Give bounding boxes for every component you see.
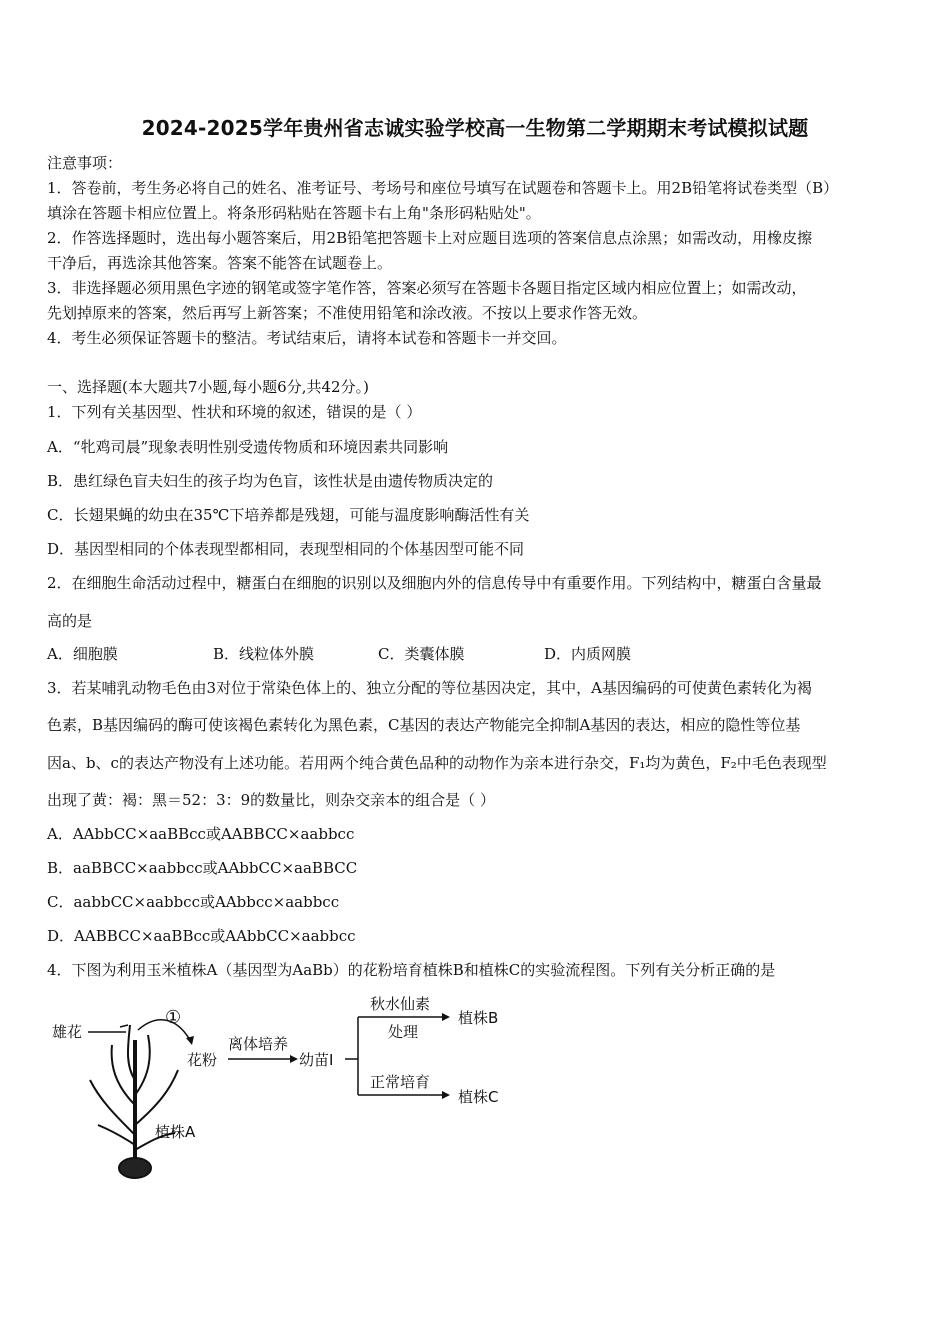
fig-step-marker: ①: [165, 1007, 182, 1028]
notice-line: 填涂在答题卡相应位置上。将条形码粘贴在答题卡右上角"条形码粘贴处"。: [47, 204, 541, 222]
q3-stem-cont: 色素，B基因编码的酶可使该褐色素转化为黑色素，C基因的表达产物能完全抑制A基因的表达，相应的隐性等位基: [47, 716, 801, 734]
q2-option-c: C．类囊体膜: [378, 645, 465, 663]
q1-option-b: B．患红绿色盲夫妇生的孩子均为色盲，该性状是由遗传物质决定的: [47, 472, 494, 490]
notice-line: 2．作答选择题时，选出每小题答案后，用2B铅笔把答题卡上对应题目选项的答案信息点涂黑；如需改动，用橡皮擦: [47, 229, 813, 247]
notice-line: 1．答卷前，考生务必将自己的姓名、准考证号、考场号和座位号填写在试题卷和答题卡上。用2B铅笔将试卷类型（B）: [47, 179, 839, 197]
q3-option-b: B．aaBBCC×aabbcc或AAbbCC×aaBBCC: [47, 859, 358, 877]
corn-plant-illustration: [90, 1025, 178, 1178]
section-heading: 一、选择题(本大题共7小题,每小题6分,共42分。): [47, 378, 369, 396]
q3-option-c: C．aabbCC×aabbcc或AAbbcc×aabbcc: [47, 893, 340, 911]
q2-option-d: D．内质网膜: [544, 645, 632, 663]
fig-label-male-flower: 雄花: [52, 1023, 83, 1041]
q2-option-b: B．线粒体外膜: [213, 645, 315, 663]
pollen-arrow: [138, 1020, 190, 1040]
q4-stem: 4．下图为利用玉米植株A（基因型为AaBb）的花粉培育植株B和植株C的实验流程图。下列有关分析正确的是: [47, 961, 776, 979]
q1-stem: 1．下列有关基因型、性状和环境的叙述，错误的是（ ）: [47, 403, 422, 421]
q3-stem-cont: 出现了黄：褐：黑＝52：3：9的数量比，则杂交亲本的组合是（ ）: [47, 791, 495, 809]
q2-option-a: A．细胞膜: [47, 645, 118, 663]
q3-option-d: D．AABBCC×aaBBcc或AAbbCC×aabbcc: [47, 927, 356, 945]
q3-option-a: A．AAbbCC×aaBBcc或AABBCC×aabbcc: [47, 825, 355, 843]
fig-label-colchicine: 秋水仙素: [370, 995, 431, 1013]
q2-options: [47, 643, 631, 664]
notice-line: 先划掉原来的答案，然后再写上新答案；不准使用铅笔和涂改液。不按以上要求作答无效。: [47, 304, 648, 322]
fig-label-pollen: 花粉: [187, 1051, 218, 1069]
notice-line: 4．考生必须保证答题卡的整洁。考试结束后，请将本试卷和答题卡一并交回。: [47, 329, 567, 347]
culture-arrowhead: [290, 1055, 298, 1063]
branch-lower-arrowhead: [442, 1091, 450, 1099]
notice-heading: 注意事项：: [47, 154, 123, 172]
q4-figure: [40, 985, 560, 1195]
fig-label-treatment: 处理: [388, 1023, 419, 1041]
q2-stem-cont: 高的是: [47, 612, 93, 630]
branch-upper-arrowhead: [442, 1013, 450, 1021]
pollen-arrowhead: [186, 1036, 194, 1045]
q3-stem: 3．若某哺乳动物毛色由3对位于常染色体上的、独立分配的等位基因决定，其中，A基因编码的可使黄色素转化为褐: [47, 679, 812, 697]
fig-label-seedling: 幼苗Ⅰ: [299, 1051, 334, 1069]
fig-label-normal: 正常培育: [370, 1073, 431, 1091]
page-title: 2024-2025学年贵州省志诚实验学校高一生物第二学期期末考试模拟试题: [141, 116, 809, 140]
notice-line: 3．非选择题必须用黑色字迹的钢笔或签字笔作答，答案必须写在答题卡各题目指定区域内相应位置上；如需改动，: [47, 279, 807, 297]
q3-stem-cont: 因a、b、c的表达产物没有上述功能。若用两个纯合黄色品种的动物作为亲本进行杂交，F₁均为黄色，F₂中毛色表现型: [47, 754, 827, 772]
notice-line: 干净后，再选涂其他答案。答案不能答在试题卷上。: [47, 254, 393, 272]
fig-label-plant-a: 植株A: [155, 1123, 196, 1141]
q1-option-c: C．长翅果蝇的幼虫在35℃下培养都是残翅，可能与温度影响酶活性有关: [47, 506, 530, 524]
q1-option-a: A．“牝鸡司晨”现象表明性别受遗传物质和环境因素共同影响: [47, 438, 449, 456]
fig-label-culture: 离体培养: [228, 1035, 289, 1053]
fig-label-plant-c: 植株C: [458, 1088, 499, 1106]
fig-label-plant-b: 植株B: [458, 1009, 499, 1027]
q2-stem: 2．在细胞生命活动过程中，糖蛋白在细胞的识别以及细胞内外的信息传导中有重要作用。下列结构中，糖蛋白含量最: [47, 574, 822, 592]
q1-option-d: D．基因型相同的个体表现型都相同，表现型相同的个体基因型可能不同: [47, 540, 525, 558]
